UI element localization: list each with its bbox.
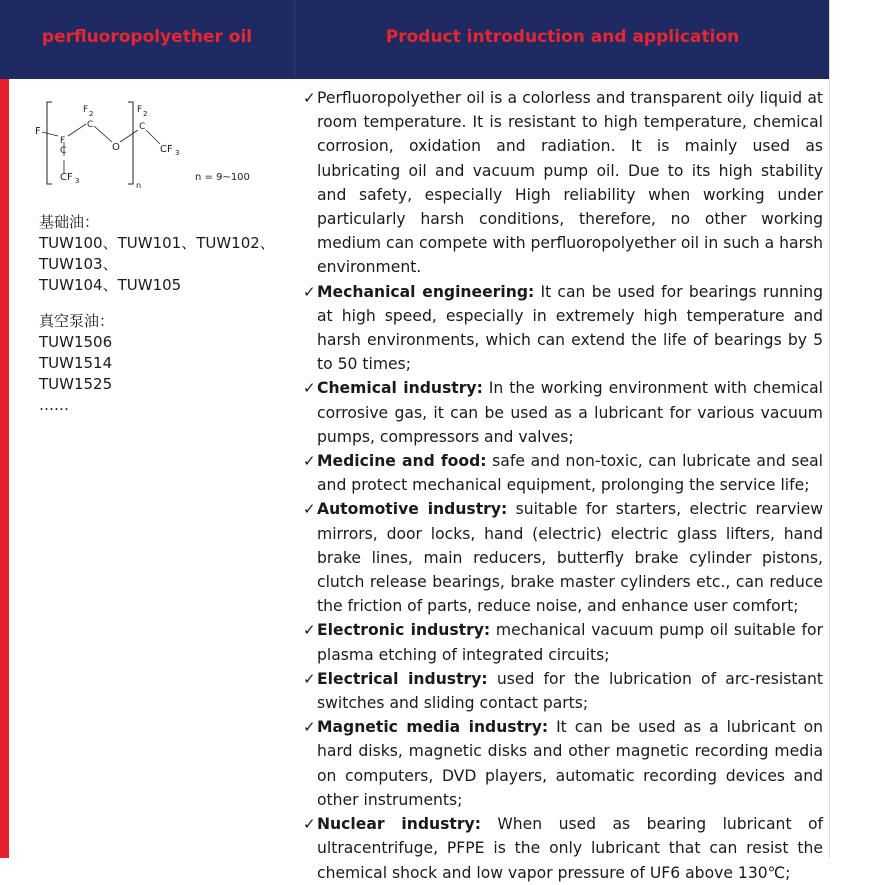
oxygen-atom: O (112, 142, 120, 153)
carbon-atom: C (60, 146, 67, 156)
intro-paragraph (303, 86, 823, 280)
fluorine-atom: F (60, 136, 66, 146)
carbon-atom: C (139, 122, 146, 132)
item-text: It can be used for bearings running at high speed, especially in extremely high temperature and harsh environments, which can extend the life of bearings by 5 to 50 times; (317, 282, 823, 374)
item-title: Magnetic media industry: (317, 718, 549, 737)
checkmark-icon: ✓ (303, 282, 316, 301)
application-item (303, 449, 823, 497)
application-list (303, 86, 823, 885)
page-edge-line (829, 0, 830, 858)
subscript-2: 2 (143, 110, 148, 118)
item-text: Perfluoropolyether oil is a colorless and transparent oily liquid at room temperature. It is resistant to high temperature, chemical corrosion, oxidation and radiation. It is mainly used as lubricating oil and vacuum pump oil. Due to its high stability and safety, especially High reliability when working under particularly harsh conditions, therefore, no other working medium can compete with perfluoropolyether oil in such a harsh environment. (317, 89, 823, 277)
trifluoromethyl-group: CF (60, 172, 73, 183)
checkmark-icon: ✓ (303, 500, 316, 519)
item-text: safe and non-toxic, can lubricate and seal and protect mechanical equipment, prolonging the service life; (317, 452, 824, 495)
item-text: suitable for starters, electric rearview mirrors, door locks, hand (electric) electric glass lifters, hand brake lines, main reducers, butterfly brake cylinder pistons, clutch release bearings, brake master cylinders etc., can reduce the friction of parts, reduce noise, and enhance user comfort; (317, 500, 823, 616)
item-title: Chemical industry: (317, 379, 483, 398)
item-text: used for the lubrication of arc-resistant switches and sliding contact parts; (317, 669, 823, 713)
checkmark-icon: ✓ (303, 452, 316, 471)
section-heading: Product introduction and application (385, 27, 740, 47)
item-title: Electrical industry: (317, 669, 488, 688)
subscript-3: 3 (75, 177, 80, 185)
item-title: Mechanical engineering: (317, 282, 535, 301)
subscript-2: 2 (89, 110, 94, 118)
vacuum-oil-line: TUW1506 (39, 333, 113, 351)
vacuum-oil-line: TUW1514 (39, 354, 113, 372)
base-oil-line: TUW104、TUW105 (39, 276, 182, 294)
application-item (303, 497, 823, 618)
trifluoromethyl-group: CF (160, 144, 173, 155)
checkmark-icon: ✓ (303, 718, 316, 737)
fluorine-atom: F (137, 105, 143, 115)
vacuum-oil-line: TUW1525 (39, 375, 113, 393)
checkmark-icon: ✓ (303, 815, 316, 834)
subscript-3: 3 (175, 149, 180, 157)
carbon-atom: C (87, 120, 94, 130)
chemical-structure-diagram (30, 96, 270, 196)
ellipsis: …… (39, 396, 69, 414)
item-text: When used as bearing lubricant of ultracentrifuge, PFPE is the only lubricant that can resist the chemical shock and low vapor pressure of UF6 above 130℃; (317, 815, 824, 882)
application-item (303, 618, 823, 666)
item-text: mechanical vacuum pump oil suitable for plasma etching of integrated circuits; (317, 621, 823, 664)
item-text: It can be used as a lubricant on hard disks, magnetic disks and other magnetic recording media on computers, DVD players, automatic recording devices and other instruments; (317, 718, 823, 809)
repeat-count-label: n = 9~100 (195, 172, 250, 183)
fluorine-atom: F (83, 105, 89, 115)
checkmark-icon: ✓ (303, 89, 316, 107)
checkmark-icon: ✓ (303, 379, 316, 398)
item-title: Medicine and food: (317, 452, 487, 471)
application-item (303, 715, 823, 812)
grade-list (39, 212, 289, 416)
item-text: In the working environment with chemical corrosive gas, it can be used as a lubricant for various vacuum pumps, compressors and valves; (317, 379, 823, 446)
base-oil-label: 基础油： (39, 213, 100, 231)
application-item (303, 280, 823, 377)
base-oil-line: TUW100、TUW101、TUW102、 (39, 234, 275, 252)
item-title: Electronic industry: (317, 621, 491, 640)
application-item (303, 812, 823, 885)
application-item (303, 376, 823, 449)
item-title: Nuclear industry: (317, 815, 481, 834)
base-oil-line: TUW103、 (39, 255, 118, 273)
vacuum-pump-oil-label: 真空泵油： (39, 312, 115, 330)
application-item (303, 667, 823, 715)
header-banner (0, 0, 830, 79)
repeat-unit-subscript: n (136, 181, 142, 190)
left-accent-bar (0, 79, 9, 858)
fluorine-atom: F (35, 126, 41, 137)
product-name-heading: perfluoropolyether oil (41, 27, 253, 47)
checkmark-icon: ✓ (303, 621, 316, 640)
item-title: Automotive industry: (317, 500, 508, 519)
checkmark-icon: ✓ (303, 669, 316, 688)
